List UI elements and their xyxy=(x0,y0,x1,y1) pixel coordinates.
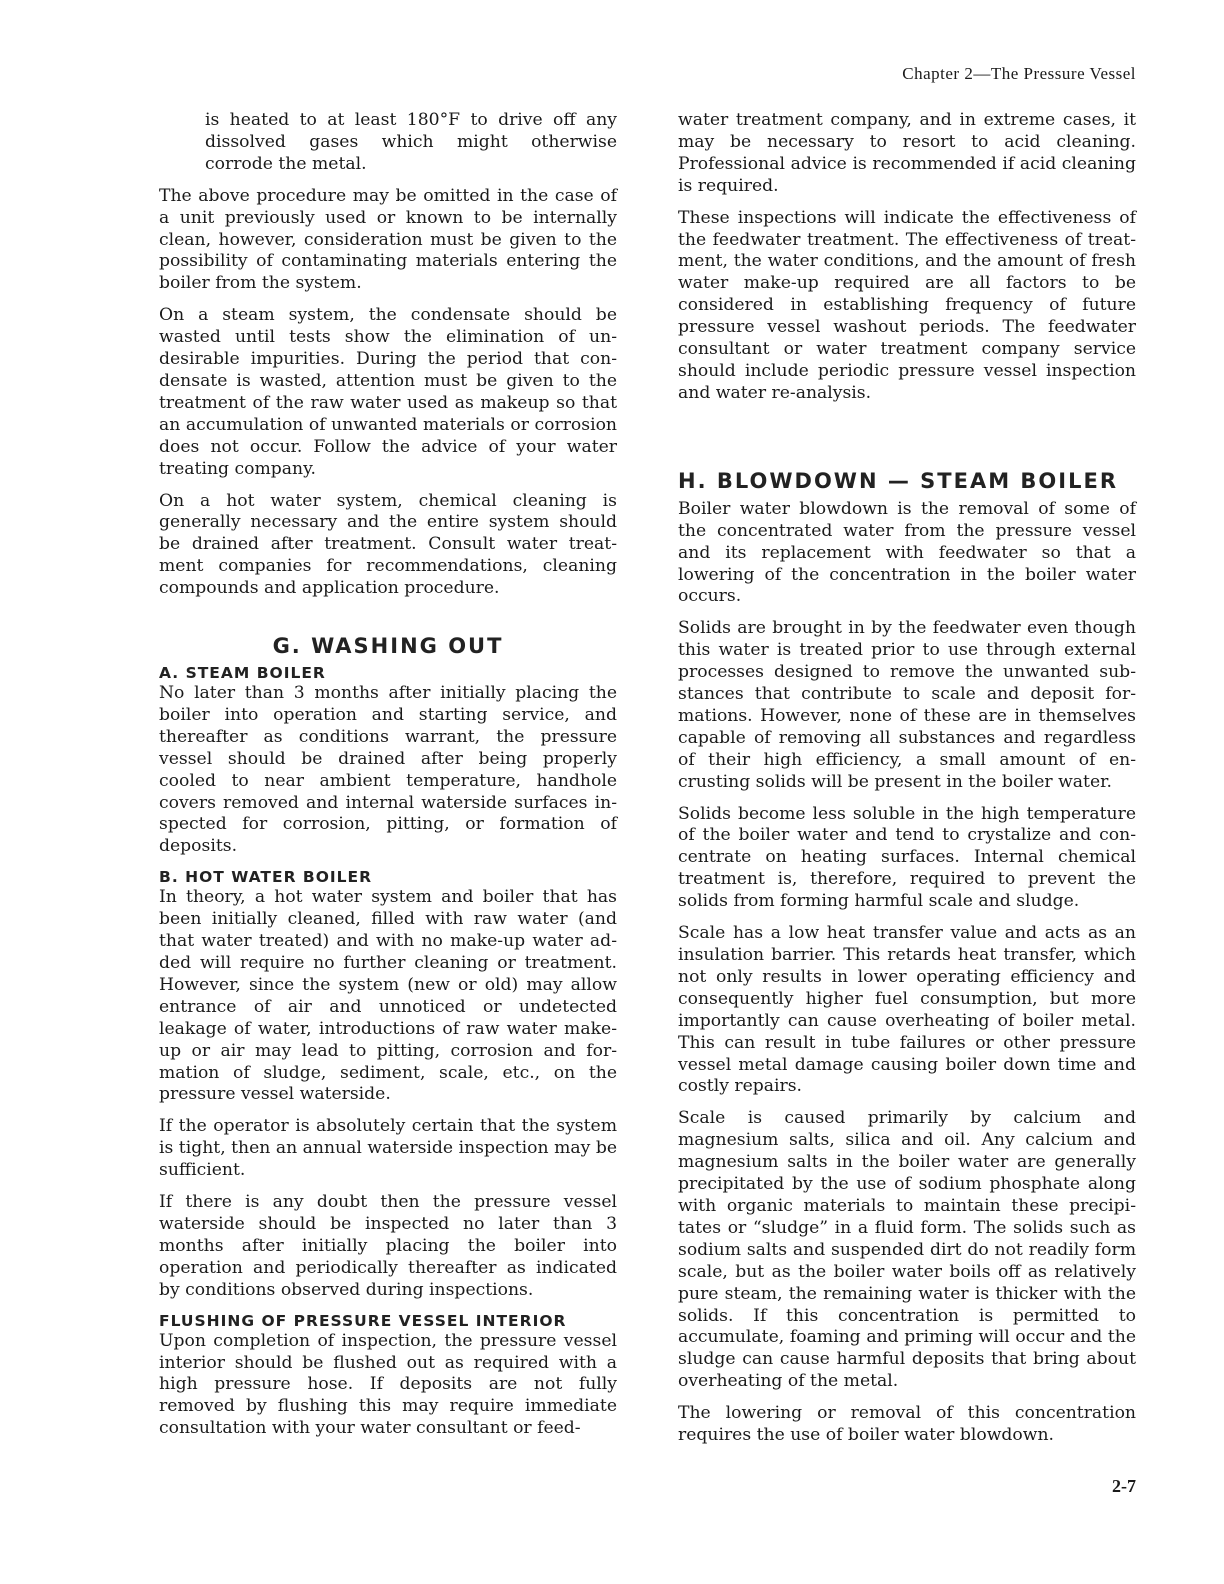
paragraph: Upon completion of inspection, the pressure vessel interior should be flushed out as required with a high pressure hose. If deposits are not fully removed by flushing this may require immediate consultation with your water consultant or feed- xyxy=(159,1330,617,1439)
paragraph: is heated to at least 180°F to drive off any dissolved gases which might otherwise corrode the metal. xyxy=(205,110,617,174)
paragraph: Scale has a low heat transfer value and acts as an insulation barrier. This retards heat transfer, which not only results in lower operating efficiency and consequently higher fuel consumption, but more importantly can cause overheating of boiler metal. This can result in tube failures or other pressure vessel metal damage causing boiler down time and costly repairs. xyxy=(678,923,1136,1097)
subheading-hot-water-boiler: B. HOT WATER BOILER xyxy=(159,868,373,887)
paragraph: These inspections will indicate the effectiveness of the feedwater treatment. The effectiveness of treatment, the water conditions, and the amount of fresh water make-up required are all factors to be considered in establishing frequency of future pressure vessel washout periods. The feedwater consultant or water treatment company service should include periodic pressure vessel inspection and water re-analysis. xyxy=(678,207,1136,403)
paragraph: The above procedure may be omitted in the case of a unit previously used or known to be internally clean, however, consideration must be given to the possibility of contaminating materials entering the boiler from the system. xyxy=(159,185,617,294)
paragraph: In theory, a hot water system and boiler that has been initially cleaned, filled with raw water (and that water treated) and with no make-up water added will require no further cleaning or treatment. However, since the system (new or old) may allow entrance of air and unnoticed or undetected leakage of water, introductions of raw water makeup or air may lead to pitting, corrosion and formation of sludge, sediment, scale, etc., on the pressure vessel waterside. xyxy=(159,887,617,1105)
paragraph: The lowering or removal of this concentration requires the use of boiler water blowdown. xyxy=(678,1403,1136,1446)
paragraph: If the operator is absolutely certain that the system is tight, then an annual waterside inspection may be sufficient. xyxy=(159,1116,617,1181)
subheading-steam-boiler: A. STEAM BOILER xyxy=(159,664,326,683)
section-heading-blowdown: H. BLOWDOWN — STEAM BOILER xyxy=(678,468,1118,493)
paragraph: If there is any doubt then the pressure vessel waterside should be inspected no later than 3 months after initially placing the boiler into operation and periodically thereafter as indicated by conditions observed during inspections. xyxy=(159,1192,617,1300)
subheading-flushing: FLUSHING OF PRESSURE VESSEL INTERIOR xyxy=(159,1311,567,1330)
paragraph: Solids become less soluble in the high temperature of the boiler water and tend to crystalize and concentrate on heating surfaces. Internal chemical treatment is, therefore, required to prevent the solids from forming harmful scale and sludge. xyxy=(678,803,1136,912)
left-column xyxy=(159,110,617,1450)
paragraph: Solids are brought in by the feedwater even though this water is treated prior to use through external processes designed to remove the unwanted substances that contribute to scale and deposit formations. However, none of these are in themselves capable of removing all substances and regardless of their high efficiency, a small amount of encrusting solids will be present in the boiler water. xyxy=(678,618,1136,792)
chapter-header: Chapter 2—The Pressure Vessel xyxy=(902,64,1136,83)
paragraph: Boiler water blowdown is the removal of some of the concentrated water from the pressure vessel and its replacement with feedwater so that a lowering of the concentration in the boiler water occurs. xyxy=(678,498,1136,607)
page-number: 2-7 xyxy=(1112,1476,1136,1496)
paragraph: On a steam system, the condensate should be wasted until tests show the elimination of undesirable impurities. During the period that condensate is wasted, attention must be given to the treatment of the raw water used as makeup so that an accumulation of unwanted materials or corrosion does not occur. Follow the advice of your water treating company. xyxy=(159,305,617,479)
section-heading-washing-out: G. WASHING OUT xyxy=(272,634,504,659)
paragraph: Scale is caused primarily by calcium and magnesium salts, silica and oil. Any calcium and magnesium salts in the boiler water are generally precipitated by the use of sodium phosphate along with organic materials to maintain these precipitates or “sludge” in a fluid form. The solids such as sodium salts and suspended dirt do not readily form scale, but as the boiler water boils off as relatively pure steam, the remaining water is thicker with the solids. If this concentration is permitted to accumulate, foaming and priming will occur and the sludge can cause harmful deposits that bring about overheating of the metal. xyxy=(678,1108,1136,1392)
right-column xyxy=(678,110,1136,1457)
paragraph: No later than 3 months after initially placing the boiler into operation and starting service, and thereafter as conditions warrant, the pressure vessel should be drained after being properly cooled to near ambient temperature, handhole covers removed and internal waterside surfaces inspected for corrosion, pitting, or formation of deposits. xyxy=(159,683,617,857)
paragraph: On a hot water system, chemical cleaning is generally necessary and the entire system should be drained after treatment. Consult water treatment companies for recommendations, cleaning compounds and application procedure. xyxy=(159,490,617,599)
paragraph: water treatment company, and in extreme cases, it may be necessary to resort to acid cleaning. Professional advice is recommended if acid cleaning is required. xyxy=(678,110,1136,196)
